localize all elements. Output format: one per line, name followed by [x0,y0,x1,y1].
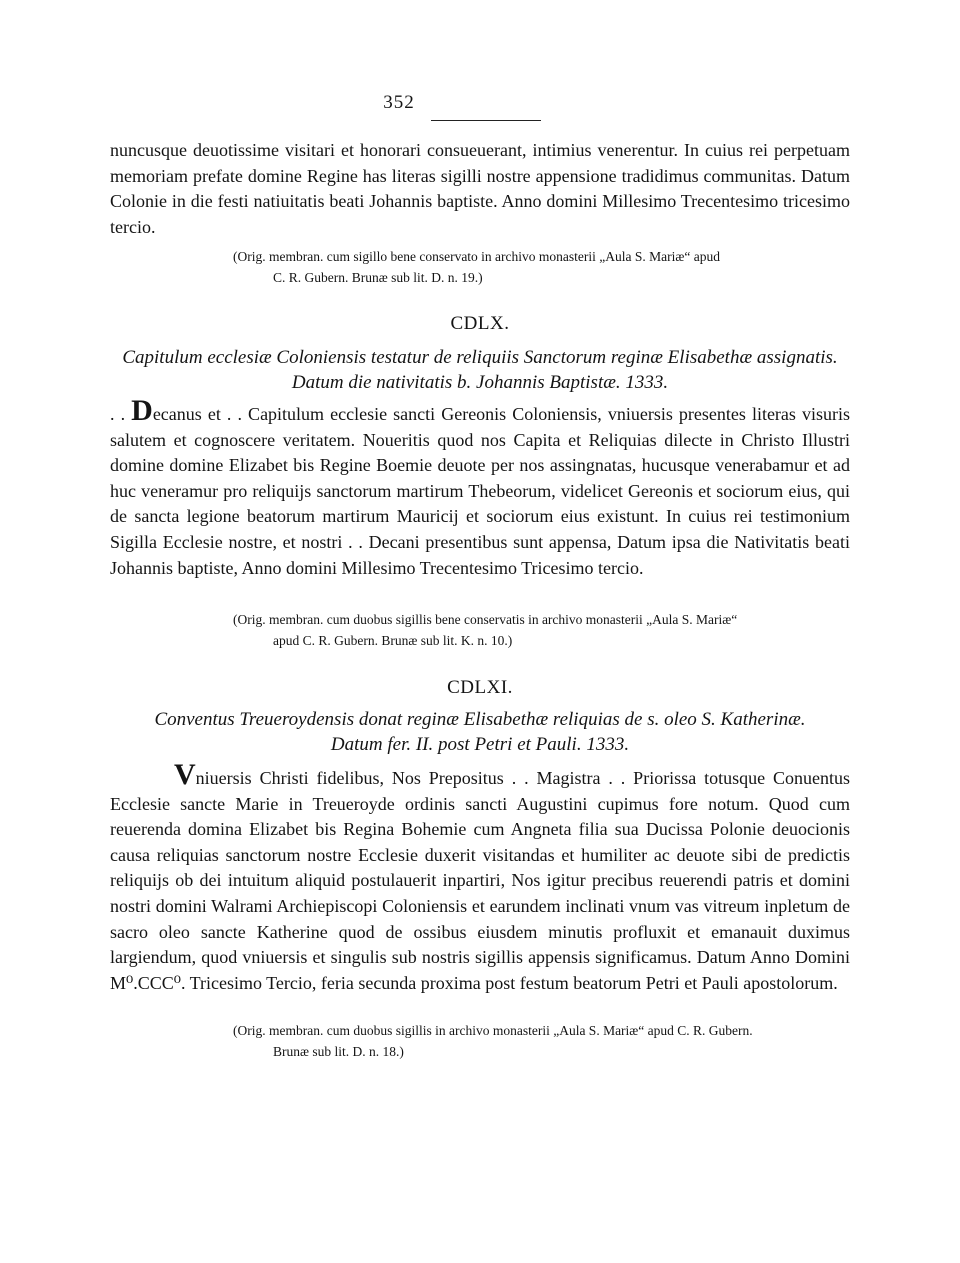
doc1-initial: D [131,394,153,427]
intro-note-line2: C. R. Gubern. Brunæ sub lit. D. n. 19.) [273,270,483,285]
doc1-note-line1: (Orig. membran. cum duobus sigillis bene conservatis in archivo monasterii „Aula S. Mariæ“ [233,612,738,627]
doc1-text [110,394,850,581]
doc2-summary [110,707,850,757]
doc2-number: CDLXI. [447,677,513,698]
doc2-note-line2: Brunæ sub lit. D. n. 18.) [273,1044,404,1059]
intro-source-note [233,246,850,288]
doc1-note-line2: apud C. R. Gubern. Brunæ sub lit. K. n. 10.) [273,633,513,648]
doc1-prefix: . . [110,404,132,424]
doc2-summary-line1: Conventus Treueroydensis donat reginæ Elisabethæ reliquias de s. oleo S. Katherinæ. [154,709,806,730]
doc2-summary-line2: Datum fer. II. post Petri et Pauli. 1333. [330,734,630,755]
doc2-body: niuersis Christi fidelibus, Nos Prepositus . . Magistra . . Priorissa totusque Conuentus Ecclesie sancte Marie in Treueroyde ordinis sancti Augustini cupimus fore notum. Quod cum reuerenda domina Elizabet bis Regina Bohemie cum Angneta filia sua Ducissa Polonie deuocionis causa reliquias sanctorum nostre Ecclesie duxerit visitandas et humiliter ac deuote sibi de predictis reliquijs ob dei intuitum aliquid postulauerit inpartiri, Nos igitur precibus reuerendi patris et domini nostri domini Walrami Archiepiscopi Coloniensis et earundem inclinati vnum vas vitreum inpletum de sacro oleo sancte Katherine quod de ossibus eiusdem minutis profluxit et emanauit duximus largiendum, quod vniuersis et singulis sub nostris sigillis appensis significamus. Datum Anno Domini M⁰.CCC⁰. Tricesimo Tercio, feria secunda proxima post festum beatorum Petri et Pauli apostolorum. [110,768,850,993]
doc2-initial: V [174,758,196,791]
doc2-source-note [233,1020,850,1062]
doc2-note-line1: (Orig. membran. cum duobus sigillis in archivo monasterii „Aula S. Mariæ“ apud C. R. Gubern. [233,1023,753,1038]
doc1-body: ecanus et . . Capitulum ecclesie sancti Gereonis Coloniensis, vniuersis presentes literas visuris salutem et cognoscere veritatem. Noueritis quod nos Capita et Reliquias dilecte in Christo Illustri domine domine Elizabet bis Regine Boemie deuote per nos assingnatas, hucusque venerabamur et ad huc veneramur pro reliquijs sanctorum martirum Thebeorum, videlicet Gereonis et sociorum eius, qui de sancta legione beatorum martirum Mauricij et sociorum eius existunt. In cuius rei testimonium Sigilla Ecclesie nostre, et nostri . . Decani presentibus sunt appensa, Datum ipsa die Nativitatis beati Johannis baptiste, Anno domini Millesimo Trecentesimo Tricesimo tercio. [110,404,850,578]
intro-note-line1: (Orig. membran. cum sigillo bene conservato in archivo monasterii „Aula S. Mariæ“ apud [233,249,720,264]
page-number: 352 [383,92,415,113]
header-rule [431,120,541,121]
doc1-summary: Capitulum ecclesiæ Coloniensis testatur de reliquiis Sanctorum reginæ Elisabethæ assignatis. Datum die nativitatis b. Johannis Baptistæ. 1333. [122,347,838,393]
doc1-source-note [233,609,850,651]
intro-paragraph: nuncusque deuotissime visitari et honorari consueuerant, intimius venerentur. In cuius rei perpetuam memoriam prefate domine Regine has literas sigilli nostre appensione tradidimus communitas. Datum Colonie in die festi natiuitatis beati Johannis baptiste. Anno domini Millesimo Trecentesimo tricesimo tercio. [110,140,850,237]
doc1-number: CDLX. [450,313,510,334]
doc2-text [110,758,850,996]
